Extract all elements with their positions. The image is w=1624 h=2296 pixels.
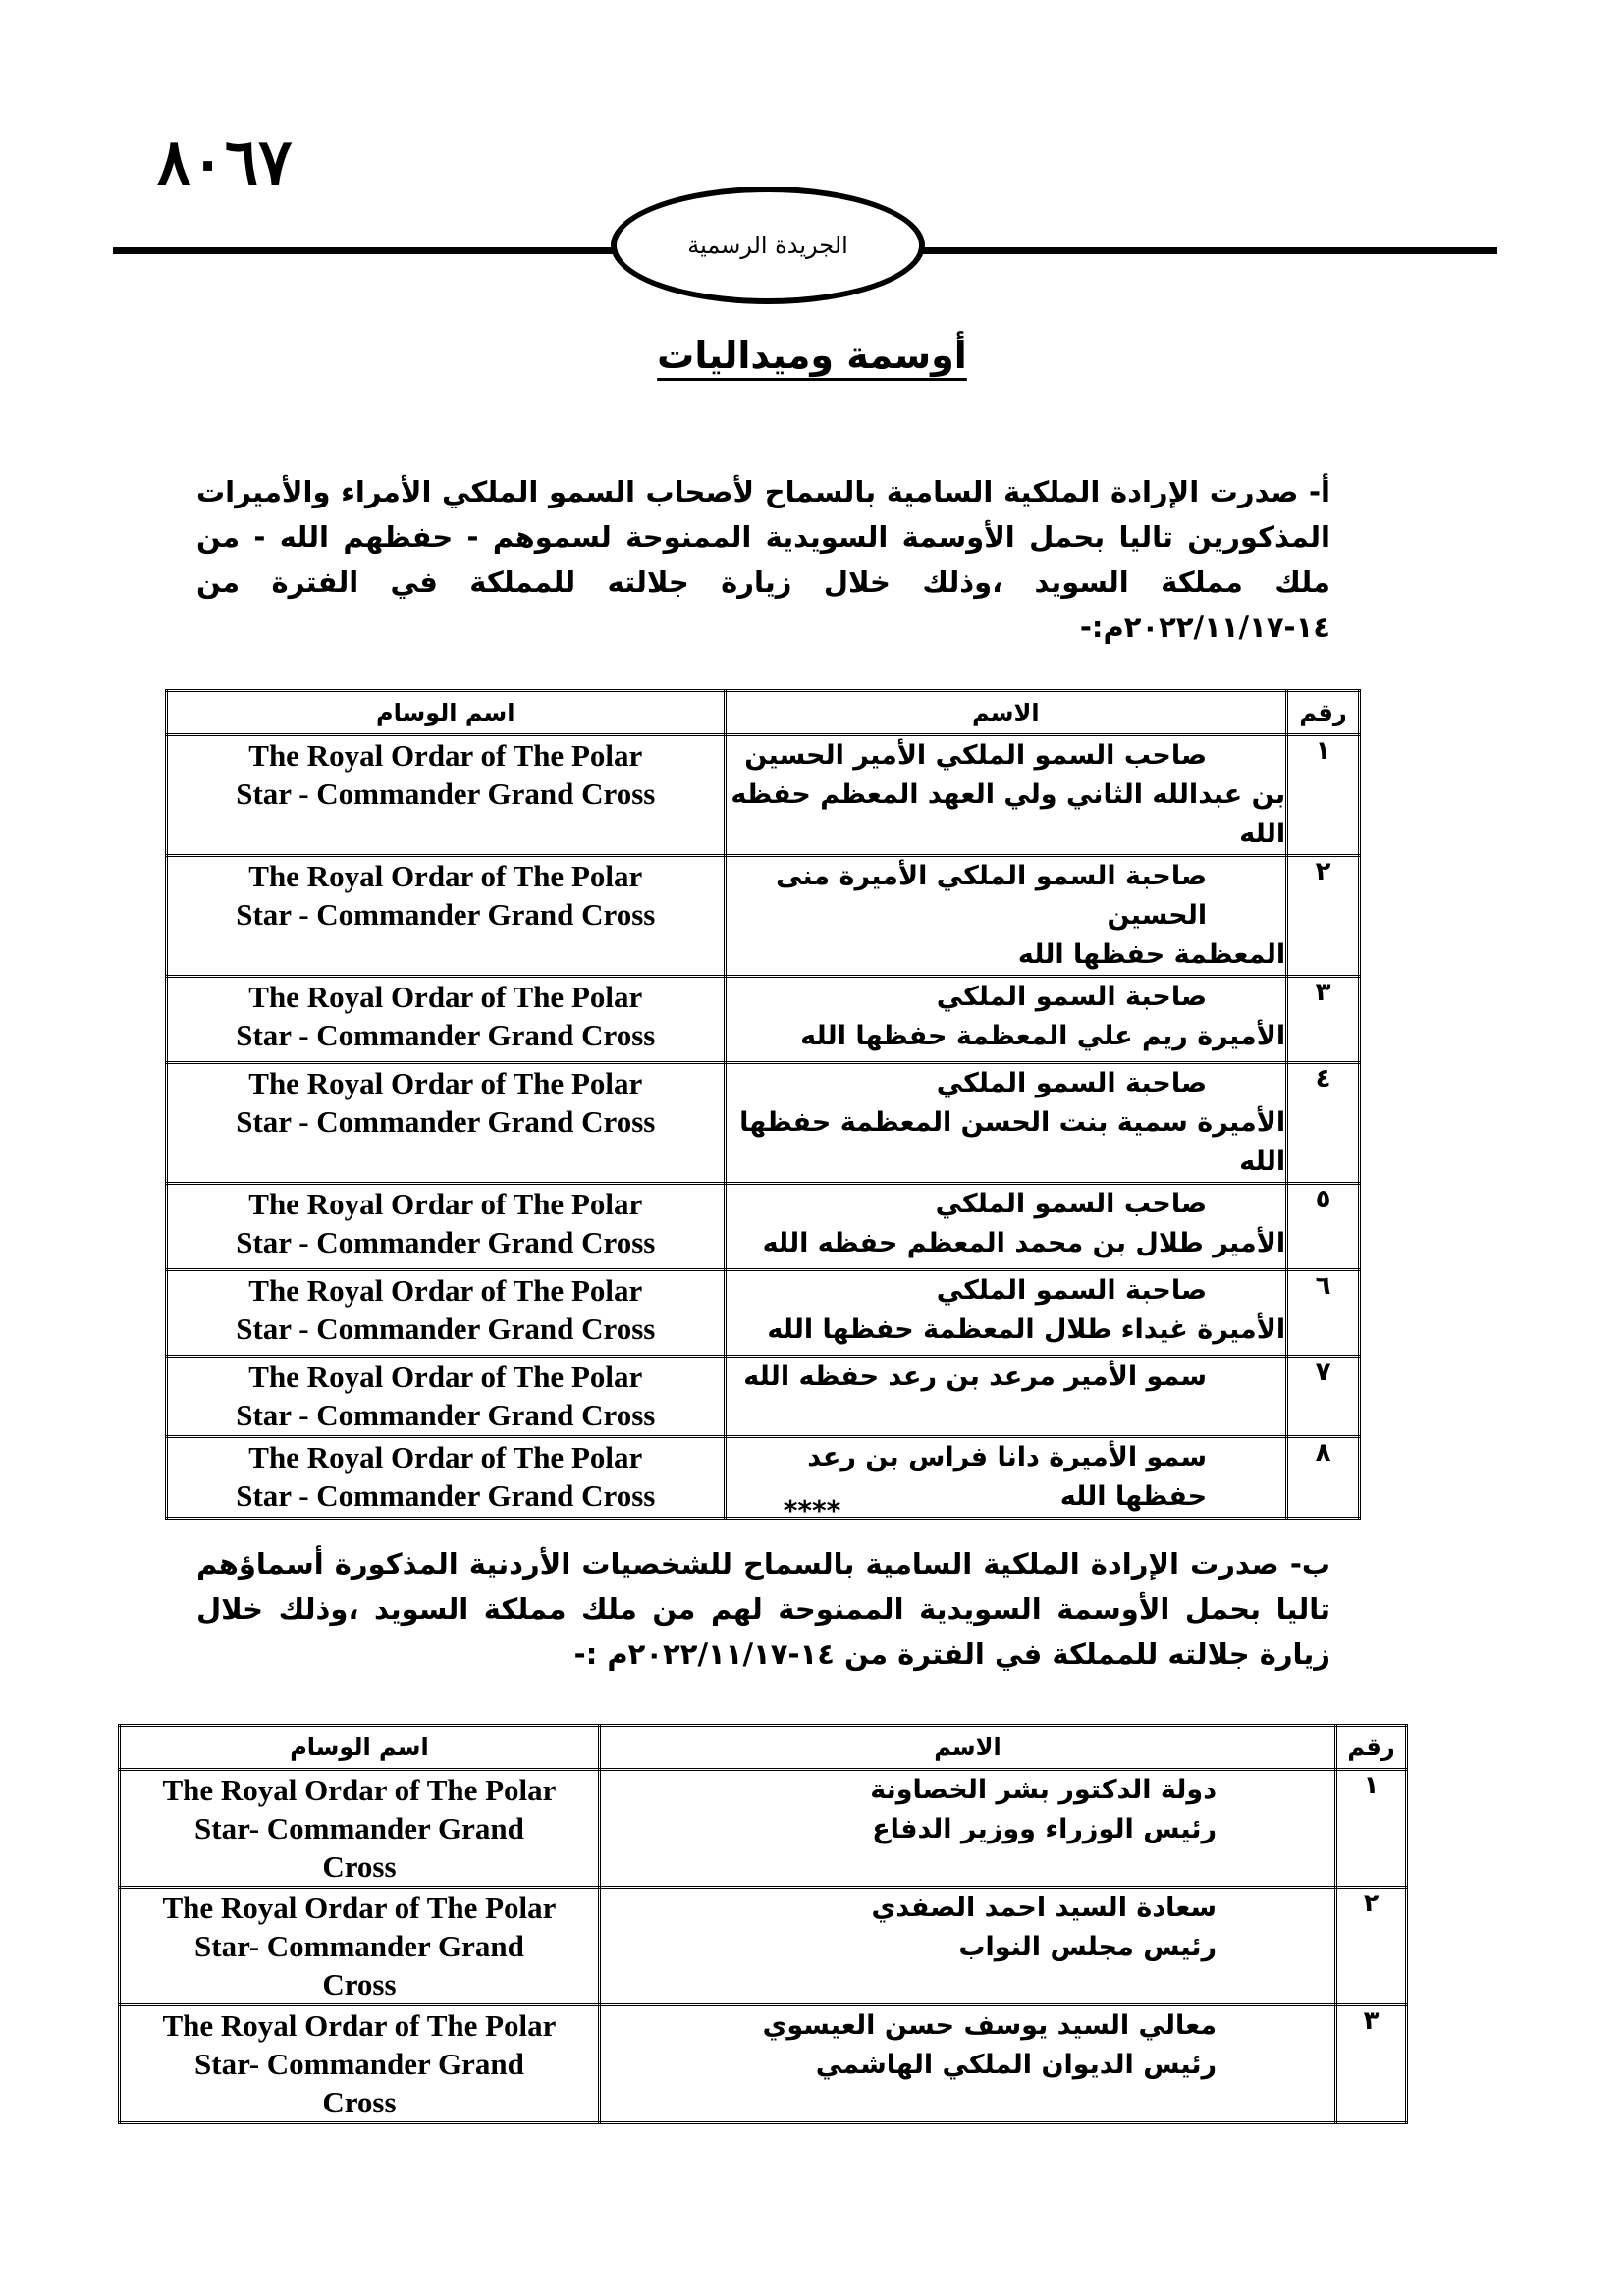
order-line-1: The Royal Ordar of The Polar bbox=[248, 859, 643, 893]
name-line-1: صاحبة السمو الملكي bbox=[936, 1275, 1208, 1306]
name-line-2: الأميرة غيداء طلال المعظمة حفظها الله bbox=[767, 1314, 1286, 1345]
order-line-2: Star - Commander Grand Cross bbox=[236, 1104, 656, 1139]
row-num: ٢ bbox=[1336, 1888, 1407, 2005]
name-line-1: صاحبة السمو الملكي bbox=[936, 982, 1208, 1012]
order-line-2: Star - Commander Grand Cross bbox=[236, 1018, 656, 1052]
name-line-1: سمو الأمير مرعد بن رعد حفظه الله bbox=[743, 1362, 1208, 1392]
header-order: اسم الوسام bbox=[167, 691, 726, 735]
order-line-1: The Royal Ordar of The Polar bbox=[248, 1440, 643, 1474]
section-a-paragraph bbox=[196, 469, 1330, 650]
row-name bbox=[725, 1270, 1287, 1357]
row-name bbox=[725, 735, 1287, 856]
name-line-1: سمو الأميرة دانا فراس بن رعد حفظها الله bbox=[807, 1442, 1208, 1512]
row-name bbox=[725, 977, 1287, 1063]
table-header-row bbox=[120, 1726, 1407, 1770]
name-line-2: الأمير طلال بن محمد المعظم حفظه الله bbox=[762, 1228, 1286, 1258]
order-line-2: Star - Commander Grand Cross bbox=[236, 1311, 656, 1346]
order-line-3: Cross bbox=[322, 1967, 397, 2002]
row-order bbox=[167, 977, 726, 1063]
order-line-1: The Royal Ordar of The Polar bbox=[248, 1187, 643, 1221]
row-order bbox=[120, 2005, 600, 2123]
gazette-name-oval bbox=[611, 187, 925, 304]
section-a-label: أ- bbox=[1309, 475, 1330, 508]
name-line-2: رئيس مجلس النواب bbox=[958, 1932, 1218, 1962]
row-name bbox=[725, 1063, 1287, 1184]
section-a-table bbox=[165, 689, 1361, 1520]
name-line-1: صاحب السمو الملكي bbox=[935, 1189, 1208, 1219]
order-line-3: Cross bbox=[322, 1849, 397, 1884]
row-num: ١ bbox=[1336, 1770, 1407, 1888]
row-order bbox=[167, 1063, 726, 1184]
section-separator: **** bbox=[783, 1494, 841, 1526]
row-order bbox=[167, 1270, 726, 1357]
name-line-2: المعظمة حفظها الله bbox=[1017, 939, 1286, 970]
order-line-2: Star - Commander Grand Cross bbox=[236, 897, 656, 932]
order-line-1: The Royal Ordar of The Polar bbox=[162, 2008, 557, 2043]
order-line-3: Cross bbox=[322, 2085, 397, 2119]
row-num: ٧ bbox=[1287, 1357, 1360, 1437]
name-line-1: صاحبة السمو الملكي bbox=[936, 1068, 1208, 1098]
row-num: ٦ bbox=[1287, 1270, 1360, 1357]
table-row bbox=[120, 1770, 1407, 1888]
table-row bbox=[167, 1270, 1360, 1357]
table-row bbox=[167, 1184, 1360, 1270]
row-num: ٣ bbox=[1336, 2005, 1407, 2123]
name-line-1: صاحبة السمو الملكي الأميرة منى الحسين bbox=[776, 861, 1208, 931]
section-title: أوسمة وميداليات bbox=[657, 334, 967, 377]
order-line-1: The Royal Ordar of The Polar bbox=[162, 1891, 557, 1925]
section-b-label: ب- bbox=[1289, 1547, 1330, 1580]
table-row bbox=[167, 735, 1360, 856]
order-line-1: The Royal Ordar of The Polar bbox=[248, 980, 643, 1014]
section-b-text: صدرت الإرادة الملكية السامية بالسماح للشخصيات الأردنية المذكورة أسماؤهم تاليا بحمل الأوسمة السويدية الممنوحة لهم من ملك مملكة السويد ،وذلك خلال زيارة جلالته للمملكة في الفترة من ١٤-٢٠٢٢/١١/١٧م :- bbox=[196, 1547, 1330, 1671]
table-row bbox=[120, 1888, 1407, 2005]
row-order bbox=[167, 856, 726, 977]
order-line-2: Star- Commander Grand bbox=[194, 1929, 524, 1963]
row-name bbox=[725, 1357, 1287, 1437]
row-order bbox=[167, 1184, 726, 1270]
header-order: اسم الوسام bbox=[120, 1726, 600, 1770]
row-num: ٣ bbox=[1287, 977, 1360, 1063]
table-header-row bbox=[167, 691, 1360, 735]
row-num: ٤ bbox=[1287, 1063, 1360, 1184]
gazette-name: الجريدة الرسمية bbox=[687, 232, 848, 259]
order-line-2: Star - Commander Grand Cross bbox=[236, 776, 656, 811]
name-line-2: الأميرة ريم علي المعظمة حفظها الله bbox=[800, 1021, 1286, 1051]
row-order bbox=[120, 1770, 600, 1888]
order-line-2: Star - Commander Grand Cross bbox=[236, 1398, 656, 1432]
table-row bbox=[167, 1357, 1360, 1437]
name-line-1: صاحب السمو الملكي الأمير الحسين bbox=[744, 740, 1208, 771]
row-num: ٢ bbox=[1287, 856, 1360, 977]
order-line-2: Star - Commander Grand Cross bbox=[236, 1225, 656, 1259]
name-line-2: رئيس الوزراء ووزير الدفاع bbox=[872, 1814, 1218, 1844]
row-name bbox=[725, 856, 1287, 977]
section-b-paragraph bbox=[196, 1541, 1330, 1677]
name-line-2: الأميرة سمية بنت الحسن المعظمة حفظها الله bbox=[739, 1107, 1286, 1177]
page-number: ٨٠٦٧ bbox=[157, 126, 293, 199]
name-line-2: بن عبدالله الثاني ولي العهد المعظم حفظه الله bbox=[731, 779, 1286, 849]
order-line-1: The Royal Ordar of The Polar bbox=[162, 1773, 557, 1807]
table-row bbox=[167, 977, 1360, 1063]
table-row bbox=[167, 1063, 1360, 1184]
order-line-2: Star - Commander Grand Cross bbox=[236, 1478, 656, 1513]
order-line-1: The Royal Ordar of The Polar bbox=[248, 738, 643, 773]
section-a-text: صدرت الإرادة الملكية السامية بالسماح لأصحاب السمو الملكي الأمراء والأميرات المذكورين تاليا بحمل الأوسمة السويدية الممنوحة لسموهم - حفظهم الله - من ملك مملكة السويد ،وذلك خلال زيارة جلالته للمملكة في الفترة من ١٤-٢٠٢٢/١١/١٧م:- bbox=[196, 475, 1330, 644]
order-line-2: Star- Commander Grand bbox=[194, 2047, 524, 2081]
order-line-1: The Royal Ordar of The Polar bbox=[248, 1066, 643, 1100]
header-name: الاسم bbox=[725, 691, 1287, 735]
row-name bbox=[599, 2005, 1335, 2123]
name-line-1: سعادة السيد احمد الصفدي bbox=[871, 1893, 1218, 1923]
row-order bbox=[120, 1888, 600, 2005]
name-line-2: رئيس الديوان الملكي الهاشمي bbox=[815, 2050, 1218, 2080]
order-line-2: Star- Commander Grand bbox=[194, 1811, 524, 1845]
row-order bbox=[167, 1357, 726, 1437]
table-row bbox=[167, 856, 1360, 977]
row-num: ٨ bbox=[1287, 1437, 1360, 1519]
row-name bbox=[599, 1770, 1335, 1888]
row-num: ٥ bbox=[1287, 1184, 1360, 1270]
name-line-1: دولة الدكتور بشر الخصاونة bbox=[870, 1775, 1218, 1805]
row-order bbox=[167, 735, 726, 856]
row-name bbox=[725, 1184, 1287, 1270]
header-num: رقم bbox=[1336, 1726, 1407, 1770]
row-num: ١ bbox=[1287, 735, 1360, 856]
section-b-table bbox=[118, 1724, 1408, 2124]
header-num: رقم bbox=[1287, 691, 1360, 735]
name-line-1: معالي السيد يوسف حسن العيسوي bbox=[762, 2010, 1218, 2041]
order-line-1: The Royal Ordar of The Polar bbox=[248, 1273, 643, 1308]
row-name bbox=[599, 1888, 1335, 2005]
table-row bbox=[120, 2005, 1407, 2123]
order-line-1: The Royal Ordar of The Polar bbox=[248, 1360, 643, 1394]
header-name: الاسم bbox=[599, 1726, 1335, 1770]
